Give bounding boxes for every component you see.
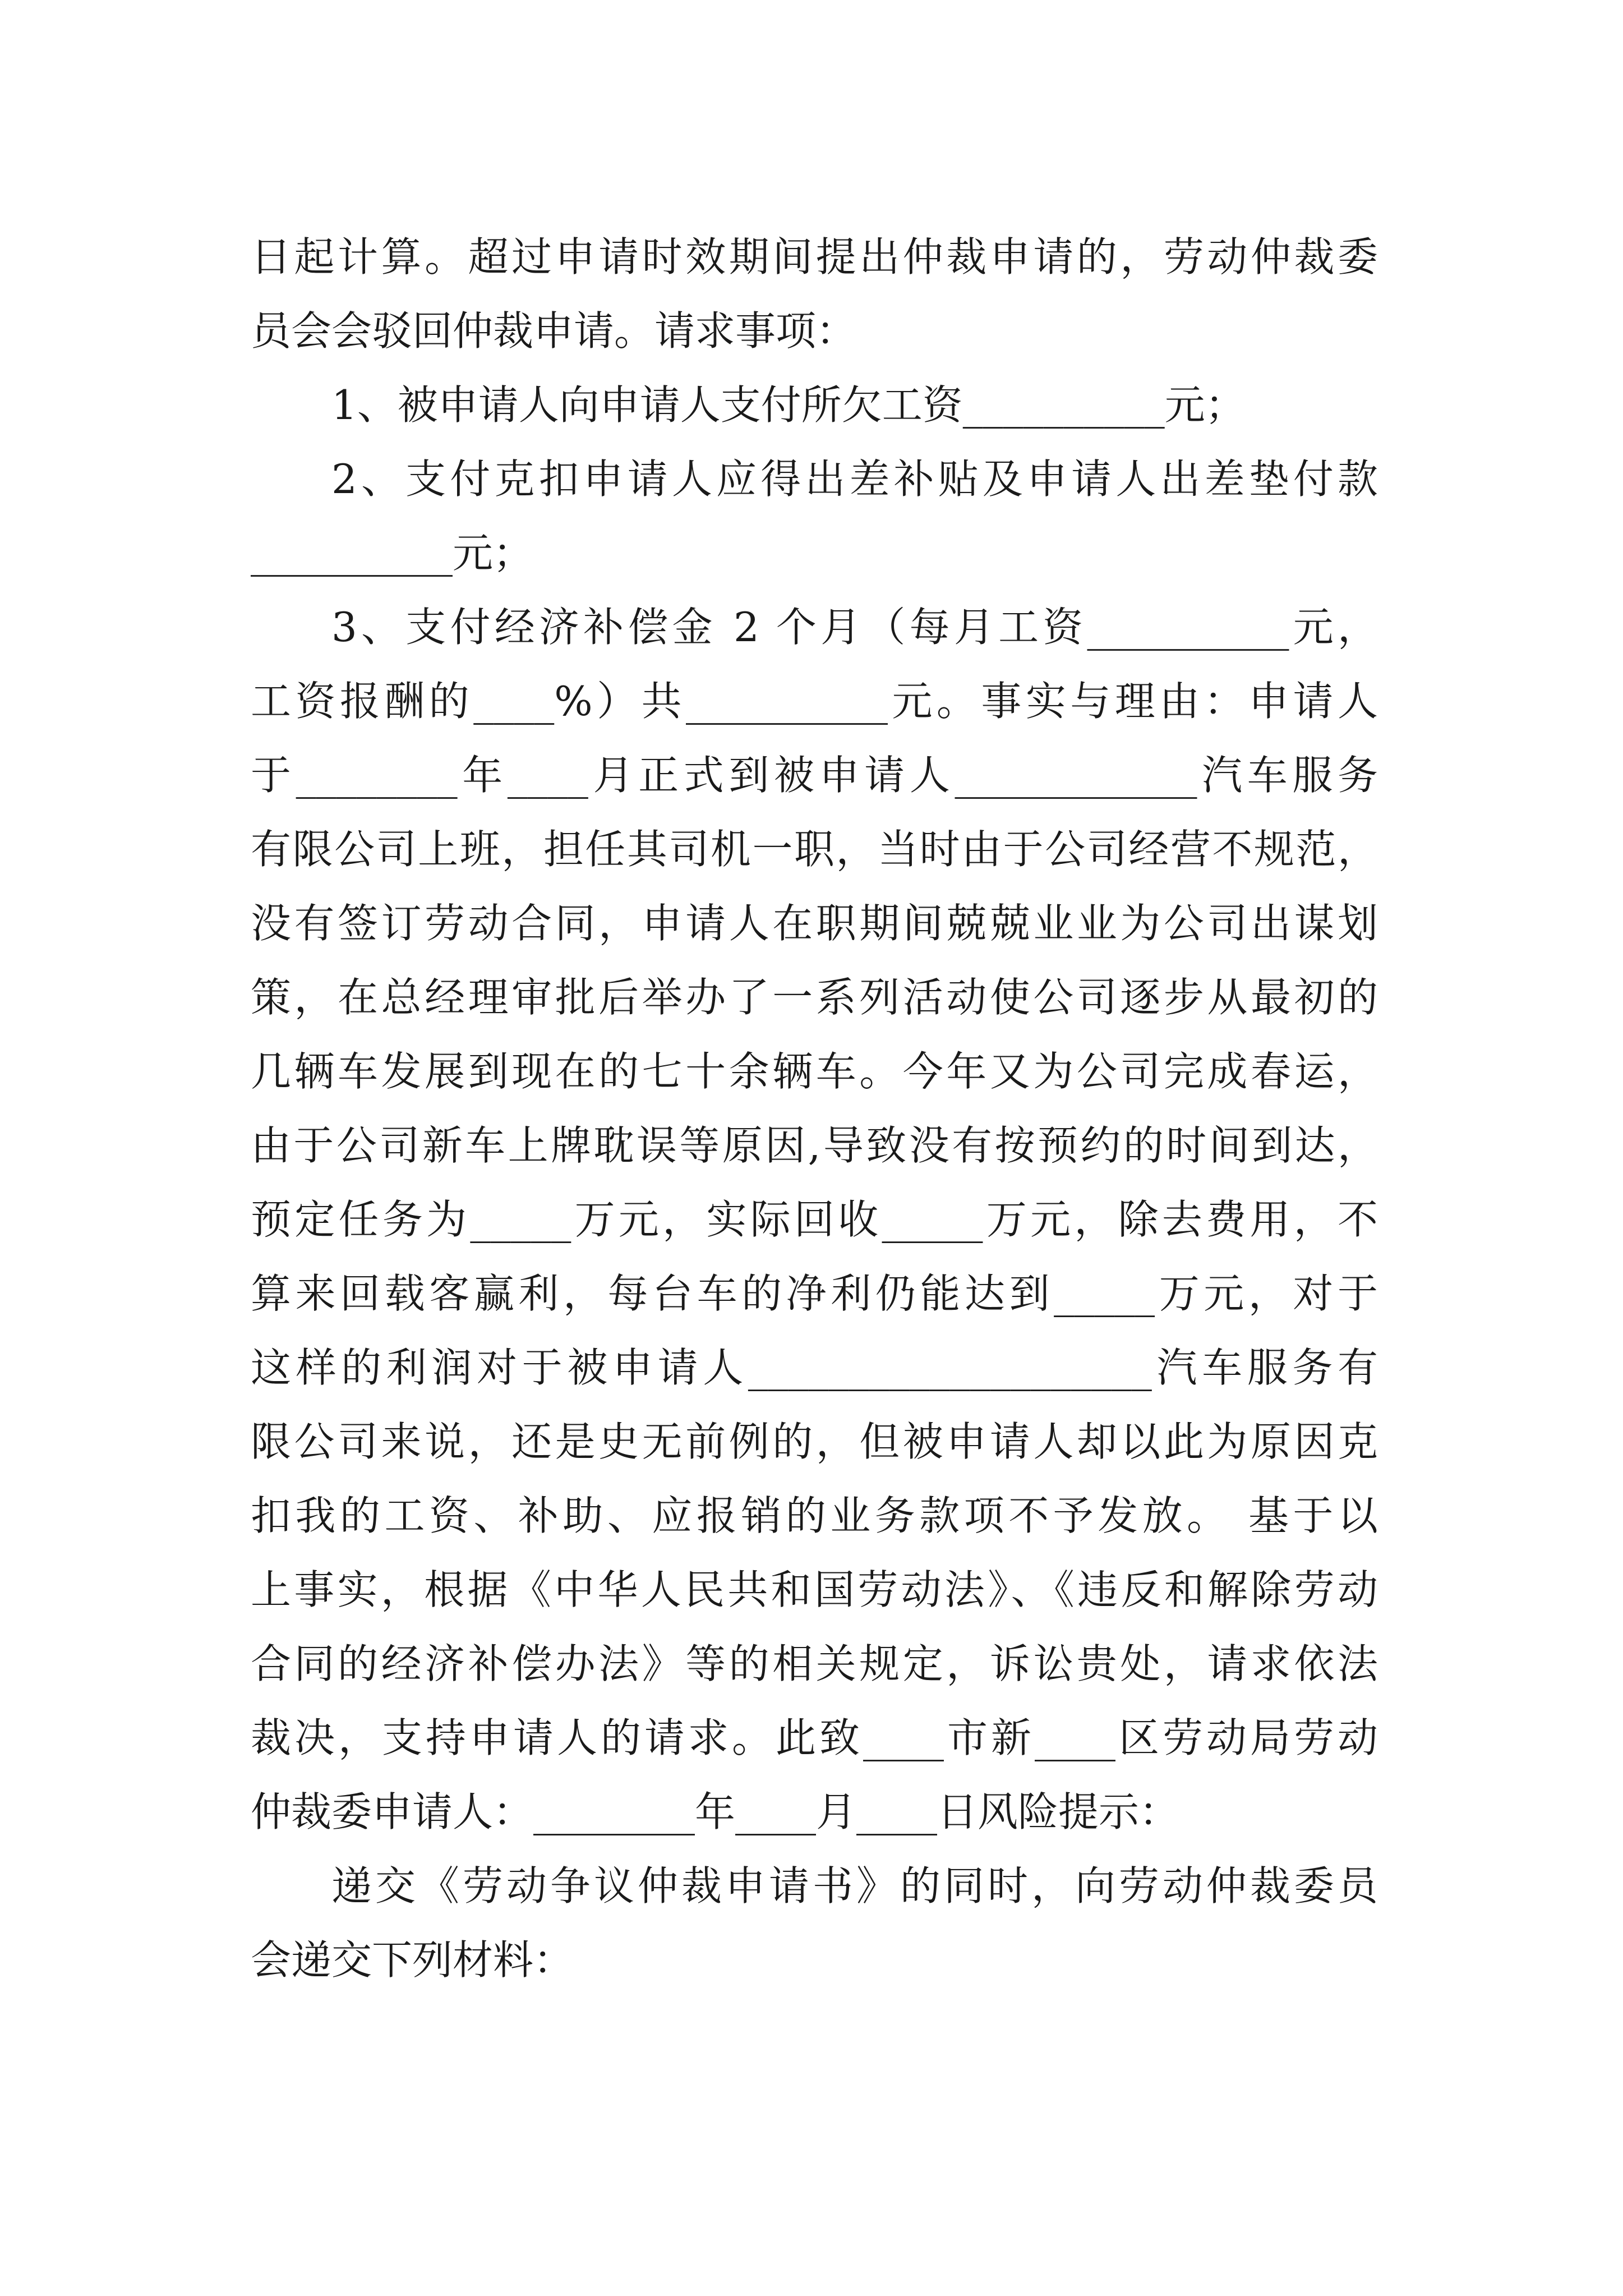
text-line: 没有签订劳动合同，申请人在职期间兢兢业业为公司出谋划	[251, 900, 1378, 947]
text-line: 工资报酬的____%）共__________元。事实与理由：申请人	[251, 678, 1378, 725]
text-line: 限公司来说，还是史无前例的，但被申请人却以此为原因克	[251, 1418, 1378, 1465]
text-line: 由于公司新车上牌耽误等原因,导致没有按预约的时间到达，	[251, 1122, 1378, 1169]
text-line: 于________年____月正式到被申请人____________汽车服务	[251, 752, 1378, 799]
text-line: 预定任务为_____万元，实际回收_____万元，除去费用，不	[251, 1196, 1378, 1243]
text-line: 合同的经济补偿办法》等的相关规定，诉讼贵处，请求依法	[251, 1640, 1378, 1687]
text-line: 算来回载客赢利，每台车的净利仍能达到_____万元，对于	[251, 1270, 1378, 1317]
list-item: 2、支付克扣申请人应得出差补贴及申请人出差垫付款	[331, 455, 1378, 503]
text-line: 扣我的工资、补助、应报销的业务款项不予发放。 基于以	[251, 1492, 1378, 1539]
text-line: __________元；	[251, 530, 534, 577]
list-item: 3、支付经济补偿金 2 个月（每月工资__________元，	[331, 604, 1378, 651]
text-line: 几辆车发展到现在的七十余辆车。今年又为公司完成春运，	[251, 1048, 1378, 1095]
paragraph-start: 递交《劳动争议仲裁申请书》的同时，向劳动仲裁委员	[331, 1862, 1378, 1910]
text-line: 有限公司上班，担任其司机一职，当时由于公司经营不规范，	[251, 826, 1378, 873]
text-line: 上事实，根据《中华人民共和国劳动法》、《违反和解除劳动	[251, 1566, 1378, 1613]
list-item: 1、被申请人向申请人支付所欠工资__________元；	[331, 381, 1246, 429]
text-line: 仲裁委申请人：________年____月____日风险提示：	[251, 1788, 1180, 1835]
text-line: 策，在总经理审批后举办了一系列活动使公司逐步从最初的	[251, 974, 1378, 1021]
text-line: 这样的利润对于被申请人____________________汽车服务有	[251, 1344, 1378, 1391]
text-line: 员会会驳回仲裁申请。请求事项：	[251, 307, 857, 355]
text-line: 日起计算。超过申请时效期间提出仲裁申请的，劳动仲裁委	[251, 233, 1378, 280]
text-line: 裁决，支持申请人的请求。此致____市新____区劳动局劳动	[251, 1714, 1378, 1761]
document-body	[251, 220, 1378, 1997]
text-line: 会递交下列材料：	[251, 1936, 574, 1984]
